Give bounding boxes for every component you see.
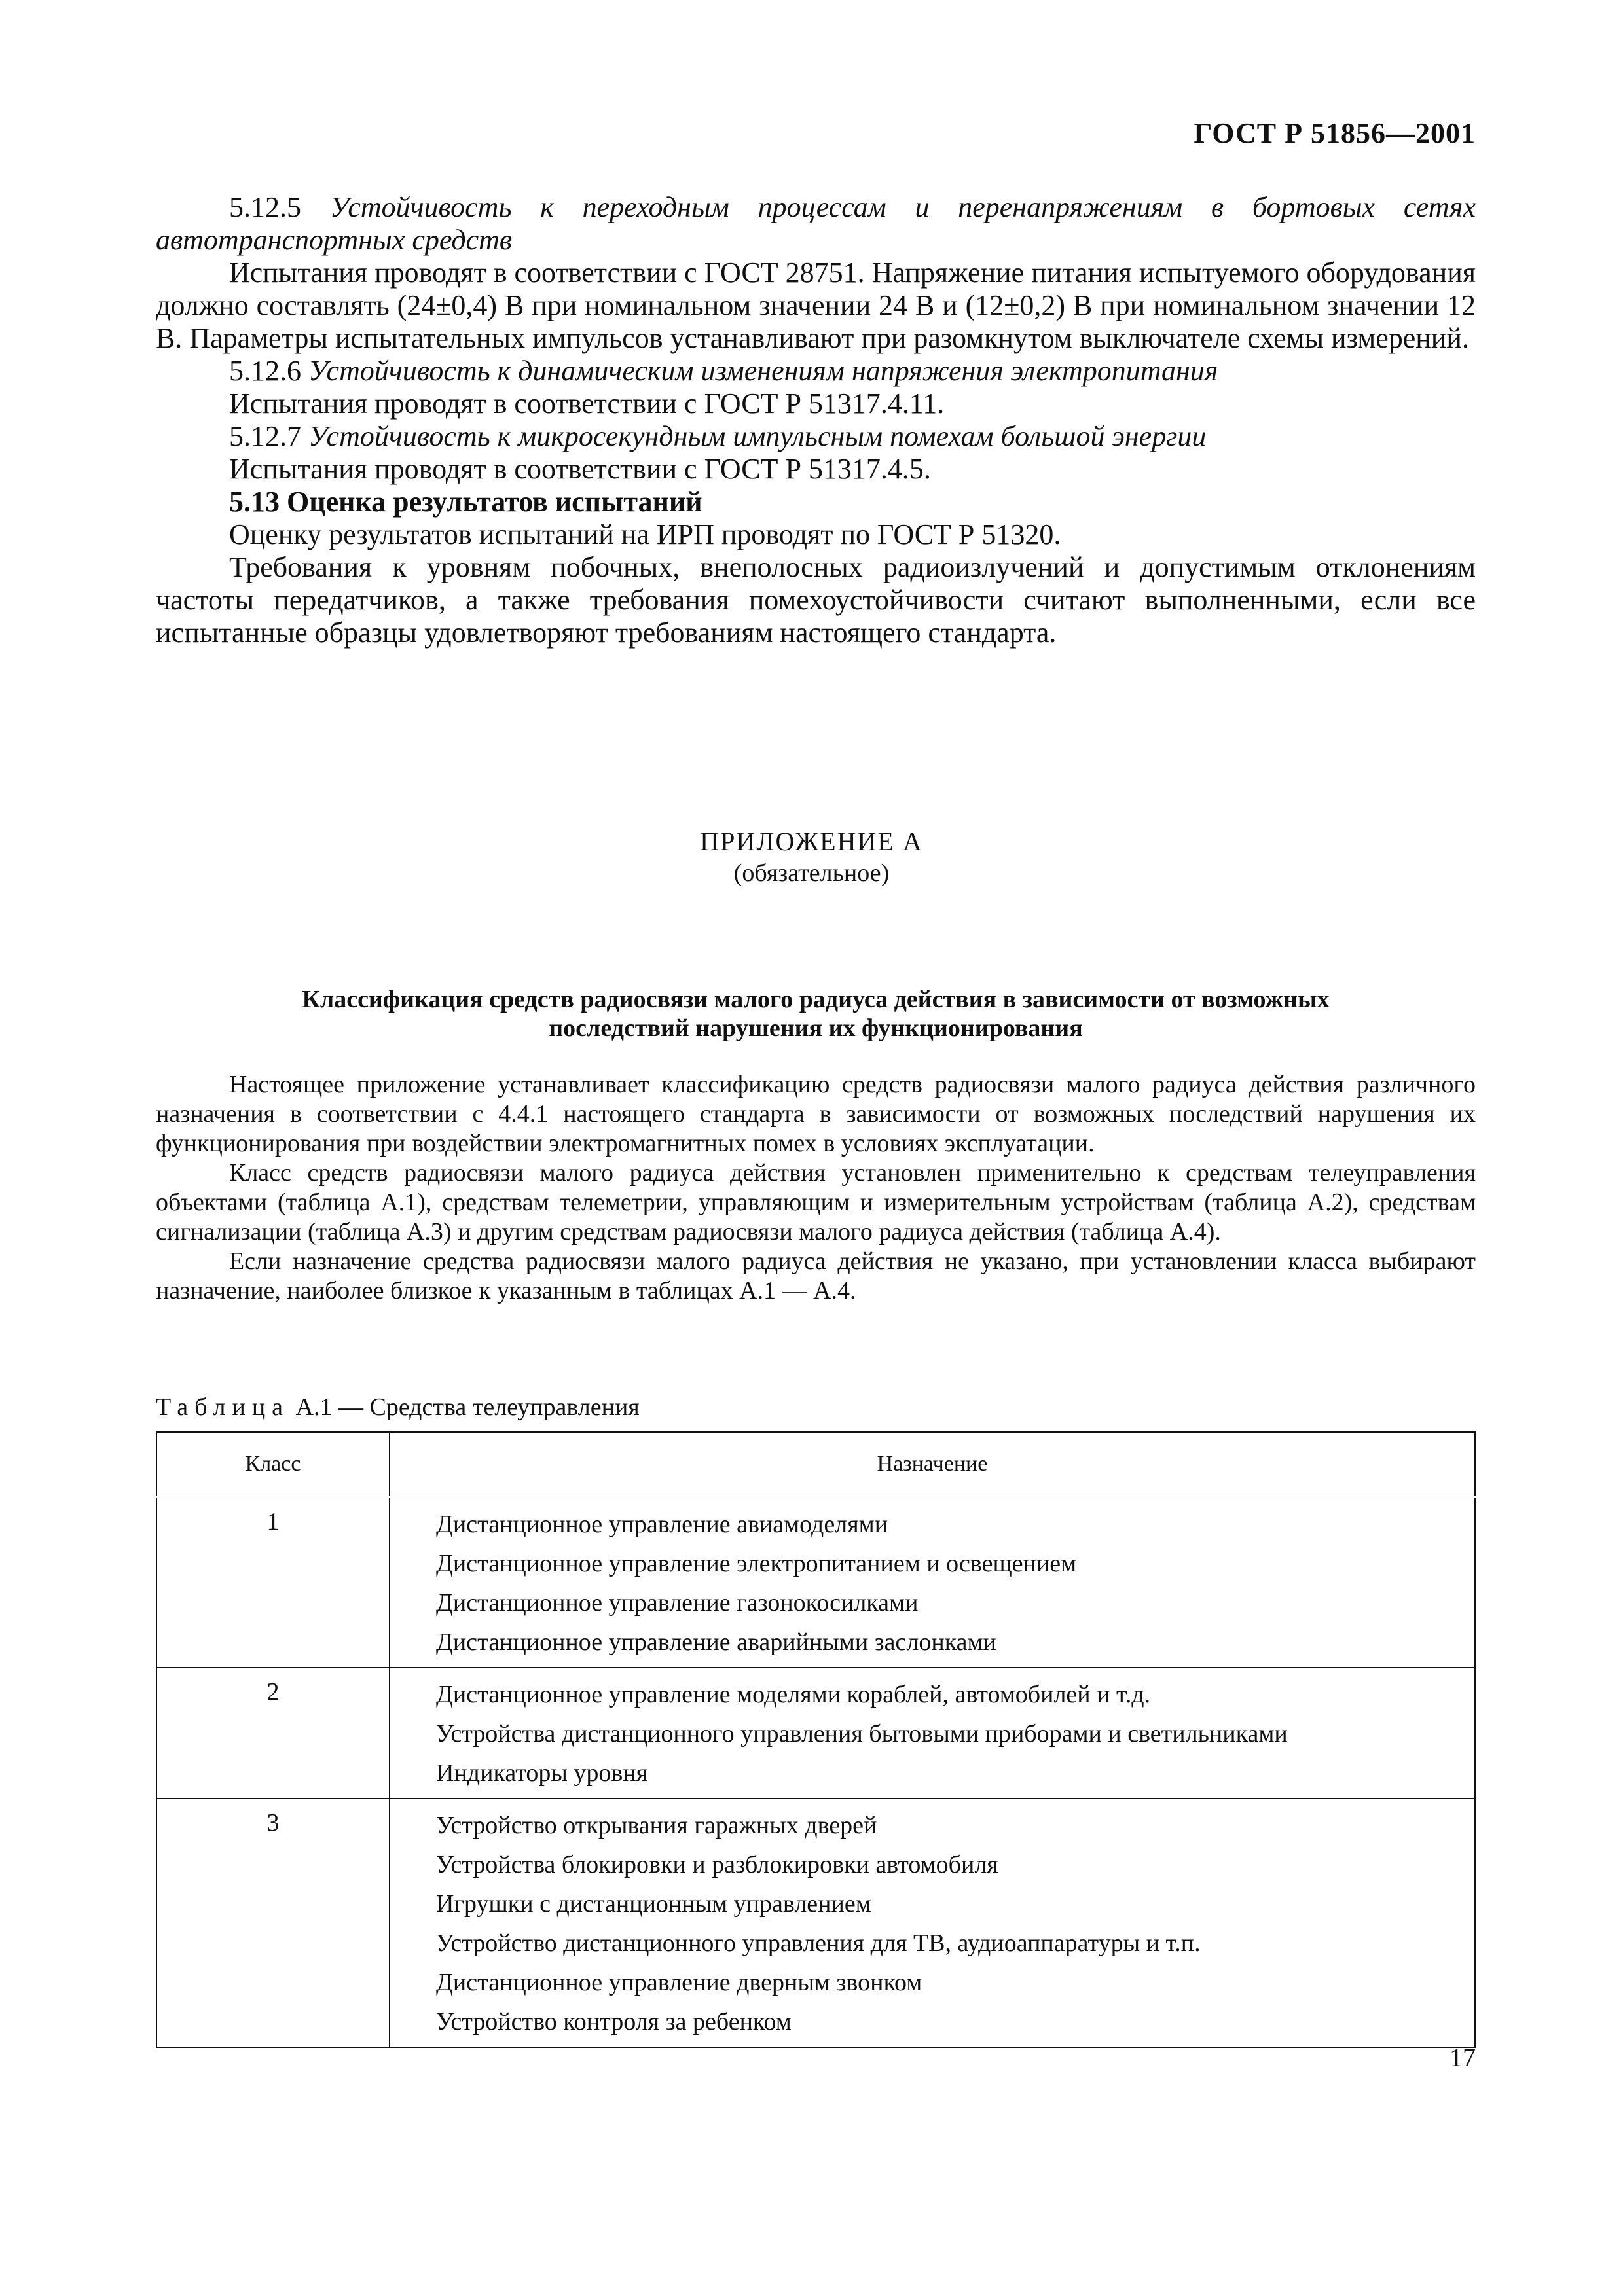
- appendix-subtitle: (обязательное): [733, 859, 890, 887]
- purpose-item: Устройство дистанционного управления для ТВ, аудиоаппаратуры и т.п.: [436, 1929, 1201, 1957]
- class-cell: 2: [156, 1668, 390, 1799]
- purpose-cell: [390, 1497, 1475, 1668]
- purpose-item: Дистанционное управление авиамоделями: [436, 1511, 888, 1538]
- appendix-title: ПРИЛОЖЕНИЕ А: [700, 827, 923, 856]
- section-number: 5.12.6: [229, 355, 301, 387]
- section-5-12-7-text: Испытания проводят в соответствии с ГОСТ Р 51317.4.5.: [229, 453, 931, 485]
- table-row: [156, 1799, 1475, 2047]
- table-header-row: [156, 1432, 1475, 1497]
- document-code: ГОСТ Р 51856—2001: [1194, 117, 1476, 149]
- column-header-purpose: Назначение: [390, 1432, 1475, 1497]
- section-number: 5.12.5: [229, 191, 301, 223]
- appendix-intro-p2: Класс средств радиосвязи малого радиуса действия установлен применительно к средствам телеуправления объектами (таблица А.1), средствам телеметрии, управляющим и измерительным устройствам (таблица А.2), средствам сигнализации (таблица А.3) и другим средствам радиосвязи малого радиуса действия (таблица А.4).: [156, 1159, 1476, 1246]
- section-title: Устойчивость к переходным процессам и перенапряжениям в бортовых сетях автотранспортных средств: [156, 191, 1476, 256]
- page-number: 17: [1450, 2043, 1476, 2072]
- section-number: 5.12.7: [229, 420, 301, 452]
- column-header-class: Класс: [156, 1432, 390, 1497]
- purpose-item: Дистанционное управление дверным звонком: [436, 1969, 922, 1996]
- purpose-item: Устройство контроля за ребенком: [436, 2008, 792, 2036]
- section-5-12-6-title: [156, 355, 1476, 387]
- purpose-item: Индикаторы уровня: [436, 1759, 648, 1787]
- class-cell: 3: [156, 1799, 390, 2047]
- section-5-12-5-text: Испытания проводят в соответствии с ГОСТ 28751. Напряжение питания испытуемого оборудования должно составлять (24±0,4) В при номинальном значении 24 В и (12±0,2) В при номинальном значении 12 В. Параметры испытательных импульсов устанавливают при разомкнутом выключателе схемы измерений.: [156, 257, 1476, 354]
- appendix-intro-p3: Если назначение средства радиосвязи малого радиуса действия не указано, при установлении класса выбирают назначение, наиболее близкое к указанным в таблицах А.1 — А.4.: [156, 1247, 1476, 1304]
- purpose-item: Дистанционное управление газонокосилками: [436, 1589, 919, 1617]
- section-5-13-p2: Требования к уровням побочных, внеполосных радиоизлучений и допустимым отклонениям частоты передатчиков, а также требования помехоустойчивости считают выполненными, если все испытанные образцы удовлетворяют требованиям настоящего стандарта.: [156, 551, 1476, 649]
- table-caption: [156, 1393, 640, 1422]
- purpose-item: Игрушки с дистанционным управлением: [436, 1890, 871, 1918]
- purpose-item: Дистанционное управление электропитанием и освещением: [436, 1550, 1077, 1577]
- table-caption-label: Таблица: [156, 1393, 290, 1421]
- section-title: Устойчивость к динамическим изменениям напряжения электропитания: [308, 355, 1218, 387]
- section-5-12-5-title: [156, 191, 1476, 257]
- appendix-heading: [156, 985, 1476, 1043]
- section-5-13-title: 5.13 Оценка результатов испытаний: [229, 486, 702, 518]
- table-caption-text: А.1 — Средства телеуправления: [295, 1393, 640, 1421]
- purpose-item: Устройства блокировки и разблокировки автомобиля: [436, 1851, 998, 1878]
- purpose-item: Дистанционное управление моделями кораблей, автомобилей и т.д.: [436, 1681, 1151, 1708]
- table-row: [156, 1497, 1475, 1668]
- purpose-cell: [390, 1799, 1475, 2047]
- section-5-12-6-text: Испытания проводят в соответствии с ГОСТ Р 51317.4.11.: [229, 387, 945, 420]
- section-title: Устойчивость к микросекундным импульсным помехам большой энергии: [308, 420, 1207, 452]
- appendix-heading-line2: последствий нарушения их функционирования: [549, 1014, 1083, 1042]
- appendix-heading-line1: Классификация средств радиосвязи малого радиуса действия в зависимости от возможных: [302, 986, 1330, 1013]
- appendix-intro-p1: Настоящее приложение устанавливает классификацию средств радиосвязи малого радиуса действия различного назначения в соответствии с 4.4.1 настоящего стандарта в зависимости от возможных последствий нарушения их функционирования при воздействии электромагнитных помех в условиях эксплуатации.: [156, 1071, 1476, 1157]
- classification-table: [156, 1431, 1476, 2048]
- purpose-cell: [390, 1668, 1475, 1799]
- purpose-item: Устройства дистанционного управления бытовыми приборами и светильниками: [436, 1720, 1288, 1748]
- purpose-item: Дистанционное управление аварийными заслонками: [436, 1628, 996, 1656]
- class-cell: 1: [156, 1497, 390, 1668]
- purpose-item: Устройство открывания гаражных дверей: [436, 1812, 877, 1839]
- appendix-intro: [156, 1070, 1476, 1306]
- section-5-13-p1: Оценку результатов испытаний на ИРП проводят по ГОСТ Р 51320.: [229, 518, 1061, 550]
- section-5-12: [156, 191, 1476, 649]
- table-row: [156, 1668, 1475, 1799]
- section-5-12-7-title: [156, 420, 1476, 453]
